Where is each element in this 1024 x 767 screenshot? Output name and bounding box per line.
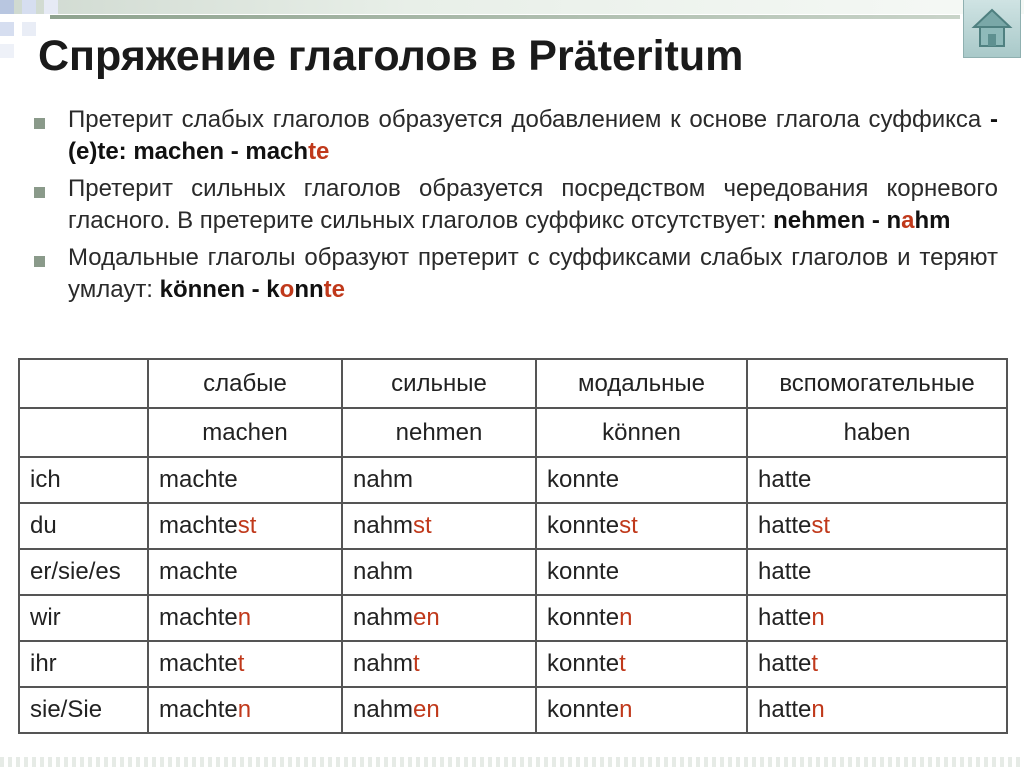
form-ending: t [413,650,420,677]
form-stem: machte [159,650,238,677]
bullet-example-vowel: o [279,276,295,303]
bullet-weak-verbs [30,104,998,168]
form-cell [536,595,747,641]
form-stem: hatte [758,696,812,723]
form-stem: nahm [353,696,414,723]
bullet-example-suffix: te [308,138,330,165]
form-stem: hatte [758,466,812,493]
form-ending: t [237,650,245,677]
form-stem: machte [159,696,238,723]
form-cell [342,457,536,503]
header-row-types [19,359,1007,408]
form-cell [536,503,747,549]
bullet-example-suffix: te [323,276,345,303]
form-stem: hatte [758,512,812,539]
table-row [19,549,1007,595]
form-stem: machte [159,512,238,539]
table-row [19,641,1007,687]
header-verb-machen: machen [148,408,342,457]
form-cell [148,687,342,733]
header-cell [19,359,148,408]
form-stem: nahm [353,650,414,677]
form-ending: n [237,604,252,631]
bullet-text: Претерит сильных глаголов образуется посредством чередования корневого гласного. В претерите сильных глаголов суффикс отсутствует: [68,175,998,234]
form-ending: st [811,512,831,539]
page-title: Спряжение глаголов в Präteritum [38,32,744,80]
header-row-verbs [19,408,1007,457]
form-cell [536,549,747,595]
form-stem: nahm [353,512,414,539]
form-cell [747,641,1007,687]
square-bullet-icon [34,118,45,129]
form-cell [148,549,342,595]
form-cell [536,687,747,733]
form-stem: machte [159,604,238,631]
form-cell [148,503,342,549]
bullet-example-tail: nn [294,276,324,303]
header-cell-modal: модальные [536,359,747,408]
bullet-text: Претерит слабых глаголов образуется добавлением к основе глагола суффикса [68,106,990,133]
form-ending: t [619,650,626,677]
form-stem: konnte [547,604,620,631]
pronoun-cell: du [19,503,148,549]
form-cell [148,641,342,687]
form-cell [148,595,342,641]
form-stem: hatte [758,650,812,677]
form-cell [342,549,536,595]
form-stem: nahm [353,466,414,493]
form-cell [342,687,536,733]
bullet-example-vowel: a [901,207,915,234]
form-ending: t [811,650,819,677]
form-cell [747,595,1007,641]
table-row [19,503,1007,549]
pronoun-cell: er/sie/es [19,549,148,595]
form-cell [536,457,747,503]
form-stem: nahm [353,604,414,631]
header-verb-haben: haben [747,408,1007,457]
form-ending: n [619,696,633,723]
form-stem: konnte [547,696,620,723]
form-stem: konnte [547,650,620,677]
bullet-list [30,104,998,311]
table-row [19,595,1007,641]
form-ending: en [413,604,440,631]
bullet-example-tail: hm [914,207,951,234]
table-row [19,687,1007,733]
header-verb-koennen: können [536,408,747,457]
form-ending: st [413,512,432,539]
bullet-example: -(e)te: machen - mach [68,106,998,165]
form-stem: konnte [547,512,620,539]
form-ending: st [237,512,257,539]
form-stem: konnte [547,558,620,585]
form-ending: n [811,696,825,723]
form-ending: st [619,512,638,539]
form-cell [342,503,536,549]
form-stem: machte [159,558,238,585]
square-bullet-icon [34,187,45,198]
form-cell [747,503,1007,549]
form-cell [747,549,1007,595]
pronoun-cell: sie/Sie [19,687,148,733]
form-cell [747,687,1007,733]
bullet-modal-verbs [30,242,998,306]
form-ending: n [237,696,252,723]
form-ending: n [811,604,825,631]
form-ending: en [413,696,440,723]
form-stem: nahm [353,558,414,585]
form-stem: hatte [758,558,812,585]
square-bullet-icon [34,256,45,267]
form-cell [536,641,747,687]
pronoun-cell: wir [19,595,148,641]
form-cell [342,595,536,641]
header-cell [19,408,148,457]
header-verb-nehmen: nehmen [342,408,536,457]
title-underline [50,15,960,19]
bullet-text: Модальные глаголы образуют претерит с суффиксами слабых глаголов и теряют умлаут: [68,244,998,303]
pronoun-cell: ihr [19,641,148,687]
header-cell-strong: сильные [342,359,536,408]
top-decor-strip [0,0,1024,14]
form-stem: machte [159,466,238,493]
form-cell [342,641,536,687]
bullet-example: nehmen - n [773,207,902,234]
form-stem: konnte [547,466,620,493]
bullet-strong-verbs [30,173,998,237]
bullet-example: können - k [159,276,280,303]
form-stem: hatte [758,604,812,631]
form-ending: n [619,604,633,631]
header-cell-auxiliary: вспомогательные [747,359,1007,408]
form-cell [148,457,342,503]
form-cell [747,457,1007,503]
bottom-decor-strip [0,757,1024,767]
header-cell-weak: слабые [148,359,342,408]
conjugation-table [18,358,1008,734]
pronoun-cell: ich [19,457,148,503]
table-row [19,457,1007,503]
